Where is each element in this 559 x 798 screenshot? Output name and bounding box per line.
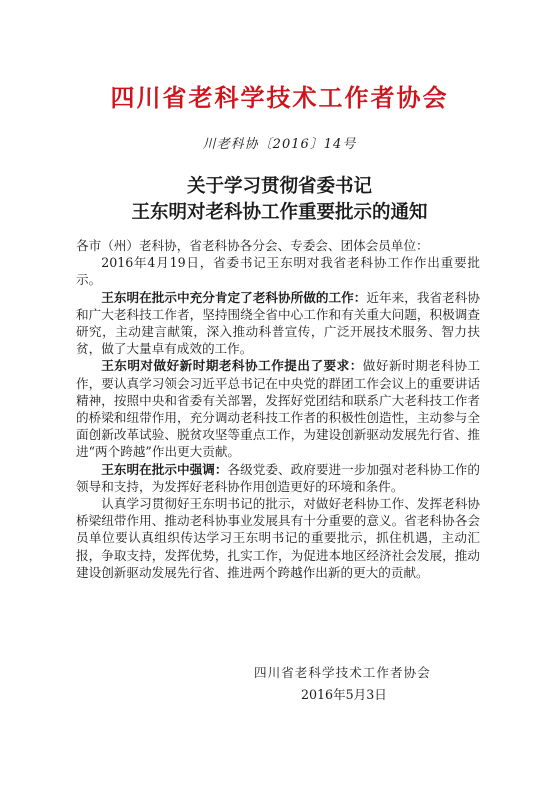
point2-text: 做好新时期老科协工作，要认真学习领会习近平总书记在中央党的群团工作会议上的重要讲话精神，按照中央和省委有关部署，发挥好党团结和联系广大老科技工作者的桥梁和纽带作用，充分调动老科技工作者的积极性创造性，主动参与全面创新改革试验、脱贫攻坚等重点工作，为建设创新驱动发展先行省、推进“两个跨越”作出更大贡献。 [76,358,481,460]
point1-text: 近年来，我省老科协和广大老科技工作者，坚持围绕全省中心工作和有关重大问题，积极调查研究，主动建言献策，深入推动科普宣传，广泛开展技术服务、智力扶贫，做了大量卓有成效的工作。 [76,289,481,357]
closing-paragraph: 认真学习贯彻好王东明书记的批示，对做好老科协工作、发挥老科协桥梁纽带作用、推动老科协事业发展具有十分重要的意义。省老科协各会员单位要认真组织传达学习王东明书记的重要批示，抓住机遇，主动汇报，争取支持，发挥优势，扎实工作，为促进本地区经济社会发展，推动建设创新驱动发展先行省、推进两个跨越作出新的更大的贡献。 [76,496,480,580]
point1-lead: 王东明在批示中充分肯定了老科协所做的工作： [101,289,367,305]
title-line-1: 关于学习贯彻省委书记 [186,176,372,197]
point1-paragraph [76,289,480,358]
point2-paragraph [76,357,480,460]
point3-lead: 王东明在批示中强调： [101,461,228,477]
issuing-org-header: 四川省老科学技术工作者协会 [110,83,449,112]
salutation: 各市（州）老科协，省老科协各分会、专委会、团体会员单位： [76,238,429,253]
point2-lead: 王东明对做好新时期老科协工作提出了要求： [101,358,363,374]
point3-paragraph [76,461,480,495]
document-body [76,237,480,581]
point3-text: 各级党委、政府要进一步加强对老科协工作的领导和支持，为发挥好老科协作用创造更好的环境和条件。 [76,461,481,494]
document-title [0,174,559,226]
intro-paragraph: 2016年4月19日，省委书记王东明对我省老科协工作作出重要批示。 [76,255,480,288]
signature-org: 四川省老科学技术工作者协会 [254,665,431,680]
title-line-2: 王东明对老科协工作重要批示的通知 [131,202,428,223]
signature-date: 2016年5月3日 [301,687,387,702]
document-number: 川老科协〔2016〕14号 [202,137,357,152]
